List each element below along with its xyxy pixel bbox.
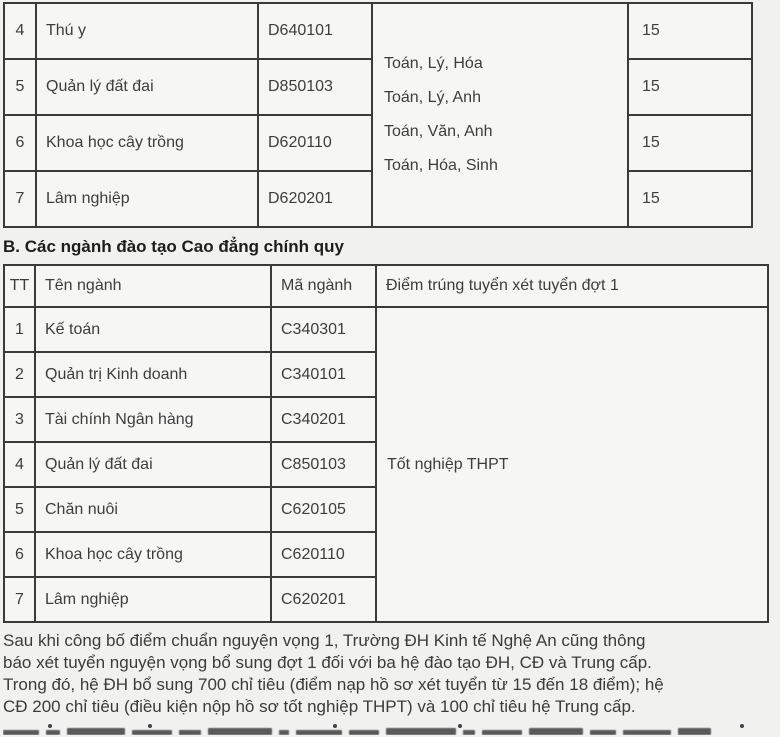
admission-score-cell: 15 — [628, 3, 752, 59]
major-name-cell: Quản trị Kinh doanh — [35, 352, 271, 397]
major-code-cell: D620201 — [258, 171, 372, 227]
paragraph-line: Trong đó, hệ ĐH bổ sung 700 chỉ tiêu (điểm nạp hồ sơ xét tuyển từ 15 đến 18 điểm); hệ — [3, 675, 664, 694]
major-code-cell: C620110 — [271, 532, 376, 577]
section-heading: B. Các ngành đào tạo Cao đẳng chính quy — [3, 237, 344, 256]
major-name-cell: Tài chính Ngân hàng — [35, 397, 271, 442]
truncated-bold-line — [3, 724, 780, 735]
row-number-cell: 4 — [4, 442, 35, 487]
header-major-name: Tên ngành — [35, 265, 271, 307]
major-code-cell: C620105 — [271, 487, 376, 532]
college-majors-table — [3, 264, 769, 623]
major-code-cell: C620201 — [271, 577, 376, 622]
major-code-cell: C340101 — [271, 352, 376, 397]
paragraph-line: CĐ 200 chỉ tiêu (điều kiện nộp hồ sơ tốt nghiệp THPT) và 100 chỉ tiêu hệ Trung cấp. — [3, 697, 636, 716]
major-code-cell: C340301 — [271, 307, 376, 352]
row-number-cell: 7 — [4, 577, 35, 622]
major-name-cell: Quản lý đất đai — [36, 59, 258, 115]
admission-score-cell: 15 — [628, 171, 752, 227]
subject-combination-line: Toán, Văn, Anh — [384, 123, 493, 140]
row-number-cell: 3 — [4, 397, 35, 442]
major-name-cell: Khoa học cây trồng — [36, 115, 258, 171]
major-code-cell: C850103 — [271, 442, 376, 487]
supplement-paragraph — [3, 630, 780, 718]
university-majors-table — [3, 2, 753, 228]
major-name-cell: Khoa học cây trồng — [35, 532, 271, 577]
row-number-cell: 4 — [4, 3, 36, 59]
major-code-cell: C340201 — [271, 397, 376, 442]
major-name-cell: Quản lý đất đai — [35, 442, 271, 487]
header-row — [4, 265, 768, 307]
table-row — [4, 3, 752, 59]
major-code-cell: D640101 — [258, 3, 372, 59]
header-admission-score: Điểm trúng tuyển xét tuyển đợt 1 — [376, 265, 768, 307]
row-number-cell: 1 — [4, 307, 35, 352]
header-major-code: Mã ngành — [271, 265, 376, 307]
major-name-cell: Chăn nuôi — [35, 487, 271, 532]
table-row — [4, 307, 768, 352]
major-name-cell: Lâm nghiệp — [35, 577, 271, 622]
requirement-cell: Tốt nghiệp THPT — [376, 307, 768, 622]
row-number-cell: 5 — [4, 59, 36, 115]
header-tt: TT — [4, 265, 35, 307]
row-number-cell: 2 — [4, 352, 35, 397]
subject-combinations-cell — [372, 3, 628, 227]
paragraph-line: Sau khi công bố điểm chuẩn nguyện vọng 1, Trường ĐH Kinh tế Nghệ An cũng thông — [3, 631, 646, 650]
major-code-cell: D850103 — [258, 59, 372, 115]
admission-score-cell: 15 — [628, 115, 752, 171]
subject-combination-line: Toán, Lý, Hóa — [384, 55, 483, 72]
subject-combination-line: Toán, Lý, Anh — [384, 89, 481, 106]
major-code-cell: D620110 — [258, 115, 372, 171]
row-number-cell: 7 — [4, 171, 36, 227]
row-number-cell: 6 — [4, 115, 36, 171]
subject-combination-line: Toán, Hóa, Sinh — [384, 157, 498, 174]
row-number-cell: 5 — [4, 487, 35, 532]
major-name-cell: Kế toán — [35, 307, 271, 352]
paragraph-line: báo xét tuyển nguyện vọng bổ sung đợt 1 đối với ba hệ đào tạo ĐH, CĐ và Trung cấp. — [3, 653, 652, 672]
major-name-cell: Lâm nghiệp — [36, 171, 258, 227]
row-number-cell: 6 — [4, 532, 35, 577]
major-name-cell: Thú y — [36, 3, 258, 59]
page-root — [0, 2, 780, 737]
admission-score-cell: 15 — [628, 59, 752, 115]
